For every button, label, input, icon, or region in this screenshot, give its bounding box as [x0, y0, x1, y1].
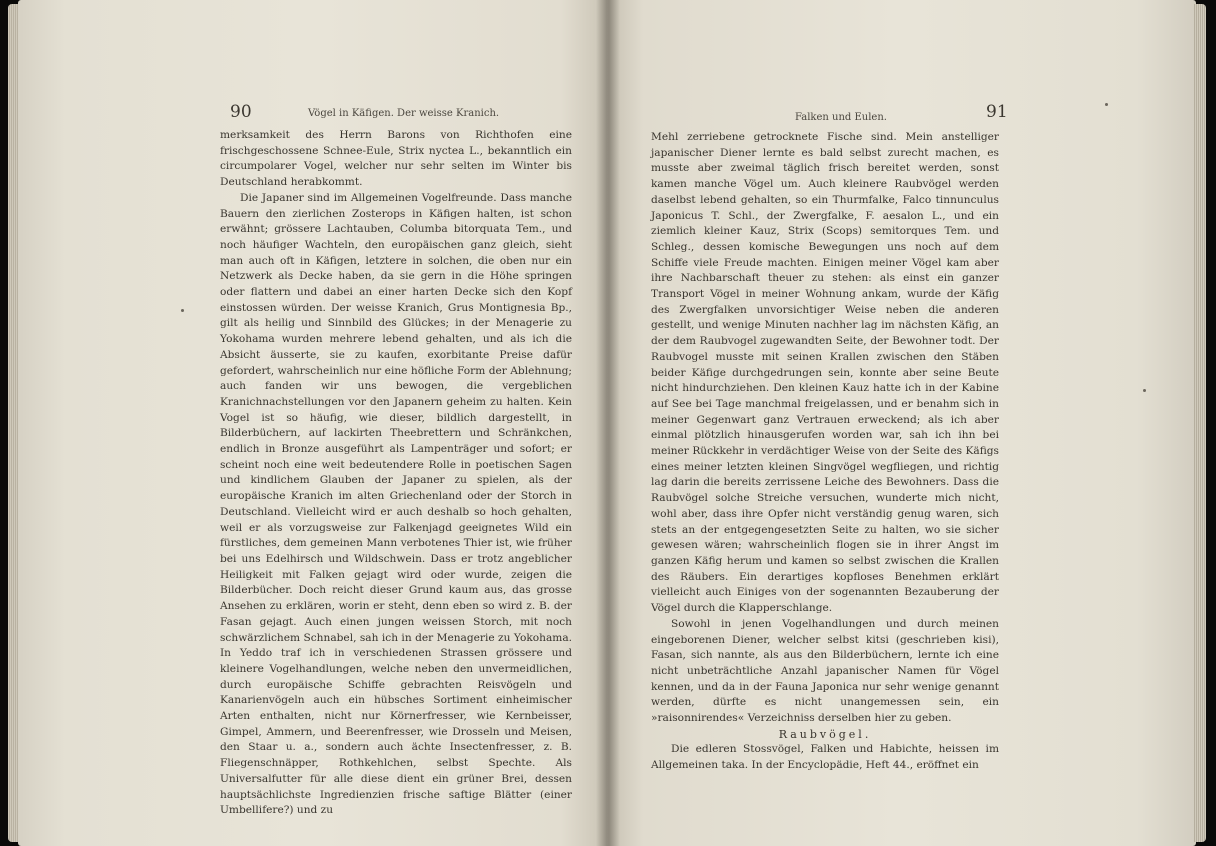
section-heading: Raubvögel. — [778, 727, 872, 741]
left-page-number: 90 — [230, 102, 252, 122]
right-text-block — [651, 130, 999, 774]
right-page-edges — [1194, 4, 1206, 842]
right-paragraph-2: Sowohl in jenen Vogelhandlungen und durch meinen eingeborenen Diener, welcher selbst kitsi (geschrieben kisi), Fasan, sich nannte, als aus den Bilderbüchern, lernte ich eine nicht unbeträchtliche Anzahl japanischer Namen für Vögel kennen, und da in der Fauna Japonica nur sehr wenige genannt werden, dürfte es nicht unangemessen sein, ein »raisonnirendes« Verzeichniss derselben hier zu geben. — [651, 617, 999, 725]
left-page — [18, 0, 608, 846]
right-page-number: 91 — [986, 102, 1008, 122]
paper-speck — [1143, 389, 1146, 392]
paper-speck — [1105, 103, 1108, 106]
paper-speck — [181, 309, 184, 312]
section-paragraph: Die edleren Stossvögel, Falken und Habichte, heissen im Allgemeinen taka. In der Encyclopädie, Heft 44., eröffnet ein — [651, 743, 999, 772]
right-paragraph-1: Mehl zerriebene getrocknete Fische sind. Mein anstelliger japanischer Diener lernte es bald selbst zurecht machen, es musste aber zweimal täglich frisch bereitet werden, sonst kamen manche Vögel um. Auch kleinere Raubvögel werden daselbst lebend gehalten, so ein Thurmfalke, Falco tinnunculus Japonicus T. Schl., der Zwergfalke, F. aesalon L., und ein ziemlich kleiner Kauz, Strix (Scops) semitorques Tem. und Schleg., dessen komische Bewegungen uns noch auf dem Schiffe viele Freude machten. Einigen meiner Vögel kam aber ihre Nachbarschaft theuer zu stehen: als einst ein ganzer Transport Vögel in meiner Wohnung ankam, wurde der Käfig des Zwergfalken unvorsichtiger Weise neben die anderen gestellt, und wenige Minuten nachher lag im nächsten Käfig, an der dem Raubvogel zugewandten Seite, der Bewohner todt. Der Raubvogel musste mit seinen Krallen zwischen den Stäben beider Käfige durchgedrungen sein, konnte aber seine Beute nicht hindurchziehen. Den kleinen Kauz hatte ich in der Kabine auf See bei Tage manchmal freigelassen, und er benahm sich in meiner Gegenwart ganz Vertrauen erweckend; als ich aber einmal plötzlich hinausgerufen worden war, sah ich ihn bei meiner Rückkehr in verdächtiger Weise von der Seite des Käfigs eines meiner letzten kleinen Singvögel wegfliegen, und richtig lag darin die bereits zerrissene Leiche des Bewohners. Dass die Raubvögel solche Streiche versuchen, wunderte mich nicht, wohl aber, dass ihre Opfer nicht verständig genug waren, sich stets an der entgegengesetzten Seite zu halten, wo sie sicher gewesen wären; wahrscheinlich flogen sie in ihrer Angst im ganzen Käfig herum und kamen so selbst zwischen die Krallen des Räubers. Ein derartiges kopfloses Benehmen erklärt vielleicht auch Einiges von der sogenannten Bezauberung der Vögel durch die Klapperschlange. — [651, 131, 999, 615]
left-paragraph-1: merksamkeit des Herrn Barons von Richthofen eine frischgeschossene Schnee-Eule, Strix nyctea L., bekanntlich ein circumpolarer Vogel, welcher nur sehr selten im Winter bis Deutschland herabkommt. — [220, 129, 572, 189]
left-paragraph-2: Die Japaner sind im Allgemeinen Vogelfreunde. Dass manche Bauern den zierlichen Zosterops in Käfigen halten, ist schon erwähnt; grössere Lachtauben, Columba bitorquata Tem., und noch häufiger Wachteln, den europäischen ganz gleich, sieht man auch oft in Käfigen, letztere in solchen, die oben nur ein Netzwerk als Decke haben, da sie gern in die Höhe springen oder flattern und dabei an einer harten Decke sich den Kopf einstossen würden. Der weisse Kranich, Grus Montignesia Bp., gilt als heilig und Sinnbild des Glückes; in der Menagerie zu Yokohama wurden mehrere lebend gehalten, und als ich die Absicht äusserte, sie zu kaufen, exorbitante Preise dafür gefordert, wahrscheinlich nur eine höfliche Form der Ablehnung; auch fanden wir uns bewogen, die vergeblichen Kranichnachstellungen vor den Japanern geheim zu halten. Kein Vogel ist so häufig, wie dieser, bildlich dargestellt, in Bilderbüchern, auf lackirten Theebrettern und Schränkchen, endlich in Bronze ausgeführt als Lampenträger und sofort; er scheint noch eine weit bedeutendere Rolle in poetischen Sagen und kindlichem Glauben der Japaner zu spielen, als der europäische Kranich im alten Griechenland oder der Storch in Deutschland. Vielleicht wird er auch deshalb so hoch gehalten, weil er als vorzugsweise zur Falkenjagd geeignetes Wild ein fürstliches, dem gemeinen Mann verbotenes Thier ist, wie früher bei uns Edelhirsch und Wildschwein. Dass er trotz angeblicher Heiligkeit mit Falken gejagt wird oder wurde, zeigen die Bilderbücher. Doch reicht dieser Grund kaum aus, das grosse Ansehen zu erklären, worin er steht, denn eben so wird z. B. der Fasan gejagt. Auch einen jungen weissen Storch, mit noch schwärzlichem Schnabel, sah ich in der Menagerie zu Yokohama. In Yeddo traf ich in verschiedenen Strassen grössere und kleinere Vogelhandlungen, welche neben den unvermeidlichen, durch europäische Schiffe gebrachten Reisvögeln und Kanarienvögeln auch ein hübsches Sortiment einheimischer Arten enthalten, nicht nur Körnerfresser, wie Kernbeisser, Gimpel, Ammern, und Beerenfresser, wie Drosseln und Meisen, den Staar u. a., sondern auch ächte Insectenfresser, z. B. Fliegenschnäpper, Rothkehlchen, selbst Spechte. Als Universalfutter für alle diese dient ein grüner Brei, dessen hauptsächlichste Ingredienzien frische saftige Blätter (einer Umbellifere?) und zu — [220, 191, 572, 817]
left-text-block — [220, 128, 572, 819]
right-running-head: Falken und Eulen. — [795, 112, 887, 123]
right-page — [608, 0, 1196, 846]
left-running-head: Vögel in Käfigen. Der weisse Kranich. — [308, 108, 500, 119]
